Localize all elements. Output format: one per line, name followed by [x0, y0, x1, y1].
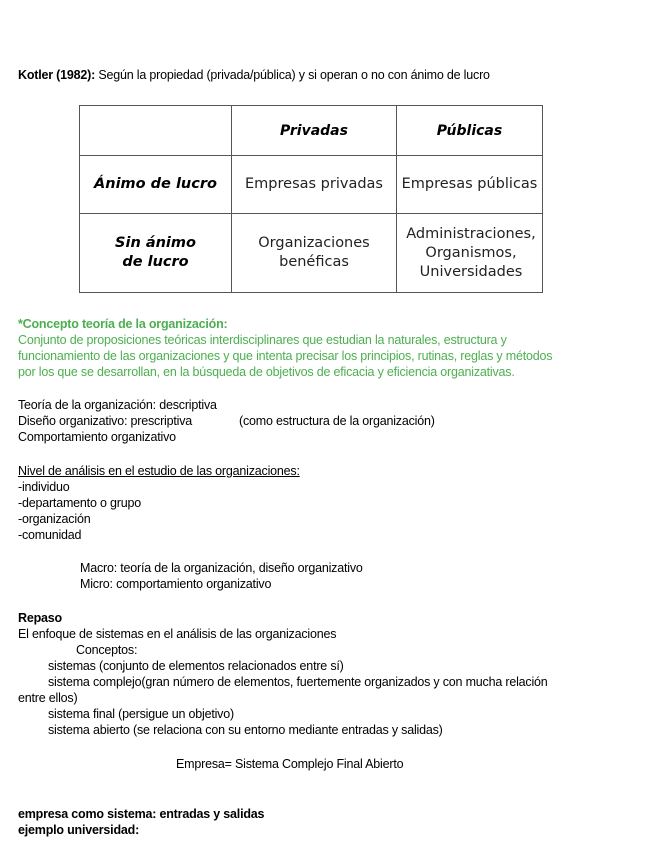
teoria-line: Comportamiento organizativo — [18, 430, 176, 444]
repaso-item: sistema complejo(gran número de elementos, fuertemente organizados y con mucha relación — [48, 675, 548, 689]
table-corner-cell — [80, 106, 232, 156]
row-label-animo-lucro: Ánimo de lucro — [80, 156, 232, 214]
row-label-sin-animo-lucro: Sin ánimo de lucro — [80, 214, 232, 293]
teoria-line: Diseño organizativo: prescriptiva — [18, 414, 193, 428]
teoria-note: (como estructura de la organización) — [239, 414, 435, 428]
ejemplo-universidad-heading: ejemplo universidad: — [18, 823, 140, 837]
kotler-author: Kotler (1982): — [18, 68, 96, 82]
repaso-item: sistema abierto (se relaciona con su entorno mediante entradas y salidas) — [48, 723, 443, 737]
repaso-item-cont: entre ellos) — [18, 691, 78, 705]
concepto-line: funcionamiento de las organizaciones y que intenta precisar los principios, rutinas, reglas y métodos — [18, 349, 553, 363]
classification-table — [79, 105, 543, 293]
conceptos-label: Conceptos: — [76, 643, 138, 657]
list-item: -departamento o grupo — [18, 496, 141, 510]
table-cell: Empresas privadas — [232, 156, 397, 214]
table-header-row — [80, 106, 543, 156]
list-item: -individuo — [18, 480, 70, 494]
repaso-title: Repaso — [18, 611, 62, 625]
nivel-title: Nivel de análisis en el estudio de las organizaciones: — [18, 464, 300, 478]
concepto-title: *Concepto teoría de la organización: — [18, 317, 228, 331]
micro-line: Micro: comportamiento organizativo — [80, 577, 272, 591]
concepto-line: por los que se desarrollan, en la búsqueda de objetivos de eficacia y eficiencia organizativas. — [18, 365, 515, 379]
table-header-privadas: Privadas — [232, 106, 397, 156]
repaso-item: sistema final (persigue un objetivo) — [48, 707, 234, 721]
concepto-line: Conjunto de proposiciones teóricas interdisciplinares que estudian la naturales, estructura y — [18, 333, 507, 347]
empresa-sistema-heading: empresa como sistema: entradas y salidas — [18, 807, 265, 821]
table-row — [80, 214, 543, 293]
table-cell: Organizaciones benéficas — [232, 214, 397, 293]
list-item: -organización — [18, 512, 91, 526]
table-cell: Empresas públicas — [397, 156, 543, 214]
repaso-item: sistemas (conjunto de elementos relacionados entre sí) — [48, 659, 344, 673]
empresa-formula: Empresa= Sistema Complejo Final Abierto — [176, 757, 404, 771]
teoria-line: Teoría de la organización: descriptiva — [18, 398, 217, 412]
list-item: -comunidad — [18, 528, 82, 542]
kotler-text: Según la propiedad (privada/pública) y si operan o no con ánimo de lucro — [95, 68, 490, 82]
table-header-publicas: Públicas — [397, 106, 543, 156]
kotler-line — [18, 67, 490, 83]
table-cell: Administraciones, Organismos, Universidades — [397, 214, 543, 293]
macro-line: Macro: teoría de la organización, diseño organizativo — [80, 561, 363, 575]
table-row — [80, 156, 543, 214]
repaso-intro: El enfoque de sistemas en el análisis de las organizaciones — [18, 627, 337, 641]
